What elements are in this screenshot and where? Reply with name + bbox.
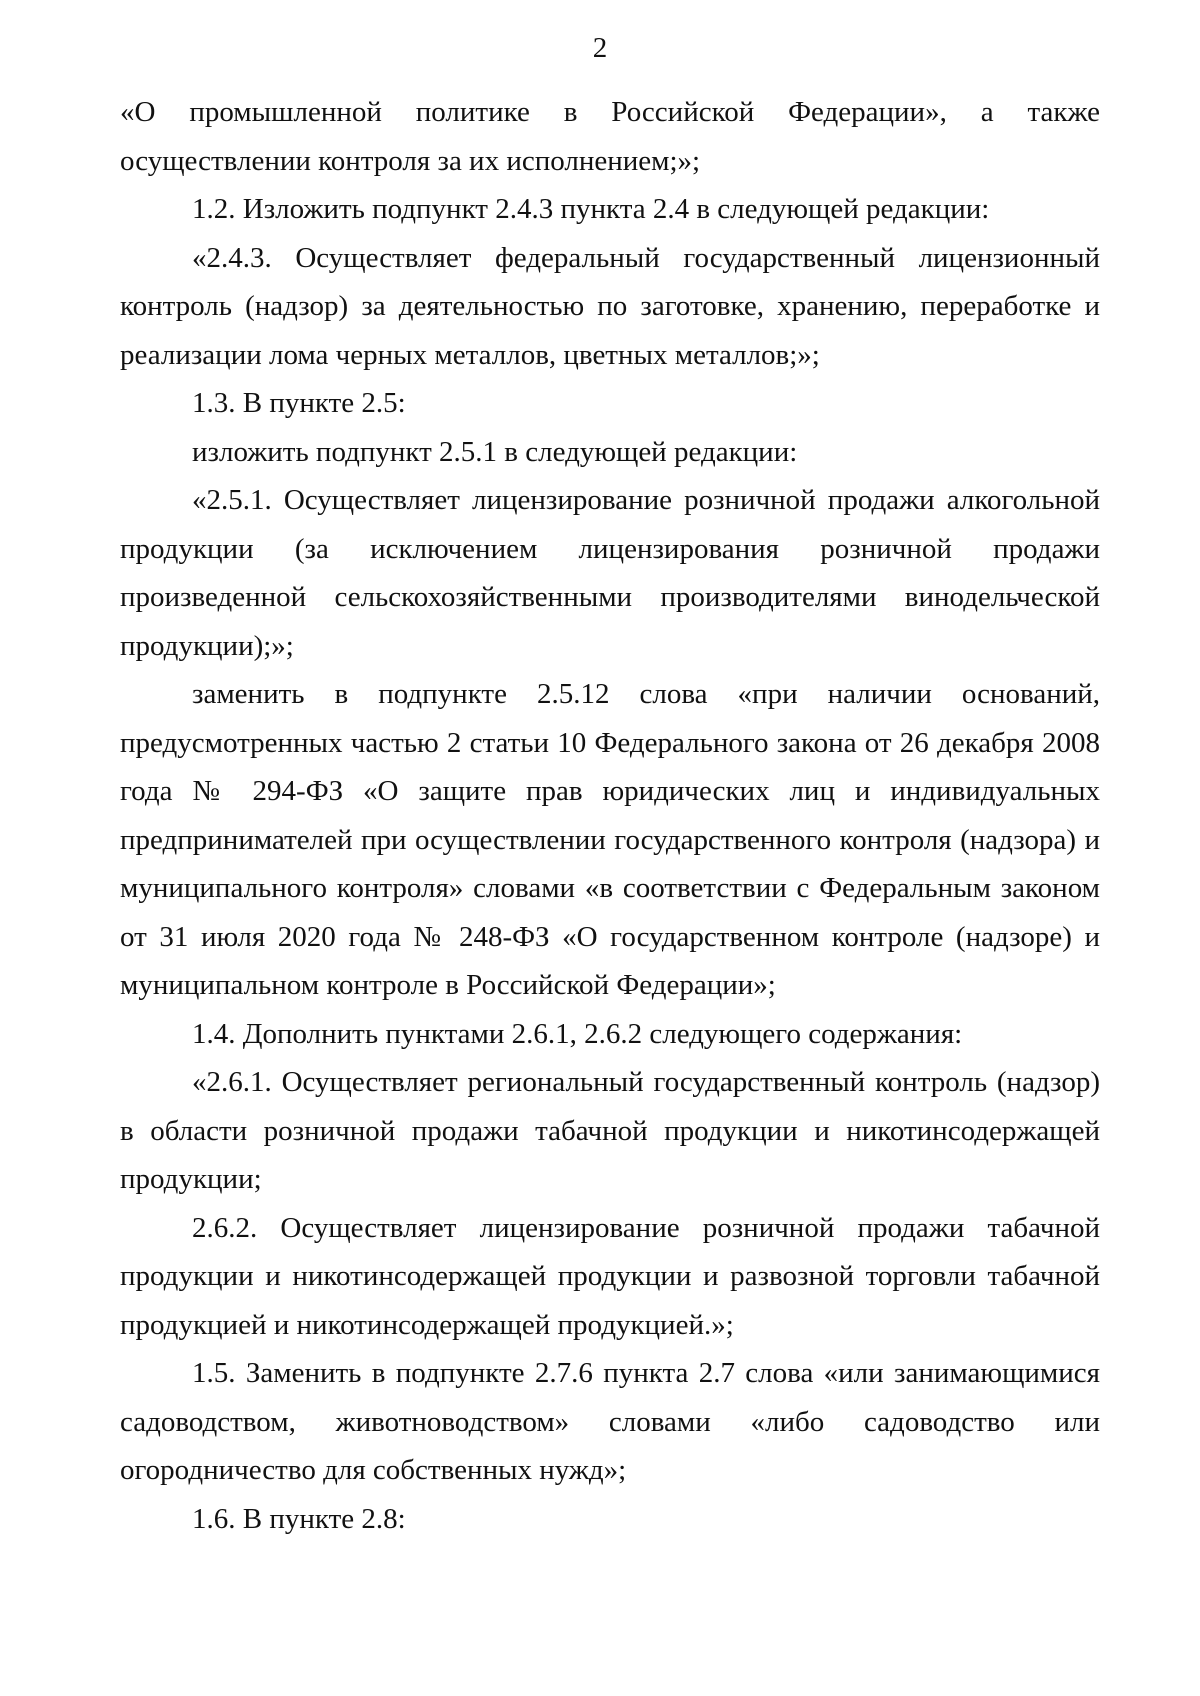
paragraph-1-3: 1.3. В пункте 2.5: [192,387,406,419]
paragraph-1-6: 1.6. В пункте 2.8: [192,1502,406,1535]
paragraph-2-5-12-replace: заменить в подпункте 2.5.12 слова «при наличии оснований, предусмотренных частью 2 статьи 10 Федерального закона от 26 декабря 2008 года № 294-ФЗ «О защите прав юридических лиц и индивидуальных предпринимателей при осуществлении государственного контроля (надзора) и муниципального контроля» словами «в соответствии с Федеральным законом от 31 июля 2020 года № 248-ФЗ «О государственном контроле (надзоре) и муниципальном контроле в Российской Федерации»; [120,678,1100,1001]
paragraph-2-6-2: 2.6.2. Осуществляет лицензирование розничной продажи табачной продукции и никотинсодержащей продукции и развозной торговли табачной продукцией и никотинсодержащей продукцией.»; [120,1211,1100,1341]
paragraph-1-5: 1.5. Заменить в подпункте 2.7.6 пункта 2.7 слова «или занимающимися садоводством, животноводством» словами «либо садоводство или огородничество для собственных нужд»; [120,1357,1100,1486]
page-number: 2 [592,32,608,64]
paragraph-continuation: «О промышленной политике в Российской Федерации», а также осуществлении контроля за их исполнением;»; [120,96,1100,177]
paragraph-1-4: 1.4. Дополнить пунктами 2.6.1, 2.6.2 следующего содержания: [192,1017,963,1050]
paragraph-2-6-1-quote: «2.6.1. Осуществляет региональный государственный контроль (надзор) в области розничной продажи табачной продукции и никотинсодержащей продукции; [120,1066,1100,1195]
document-body [120,88,1100,1543]
paragraph-2-5-1-quote: «2.5.1. Осуществляет лицензирование розничной продажи алкогольной продукции (за исключением лицензирования розничной продажи произведенной сельскохозяйственными производителями винодельческой продукции);»; [120,484,1100,662]
paragraph-2-5-1-intro: изложить подпункт 2.5.1 в следующей редакции: [192,435,798,468]
paragraph-1-2: 1.2. Изложить подпункт 2.4.3 пункта 2.4 в следующей редакции: [192,193,990,225]
paragraph-2-4-3-quote: «2.4.3. Осуществляет федеральный государственный лицензионный контроль (надзор) за деятельностью по заготовке, хранению, переработке и реализации лома черных металлов, цветных металлов;»; [120,241,1100,371]
